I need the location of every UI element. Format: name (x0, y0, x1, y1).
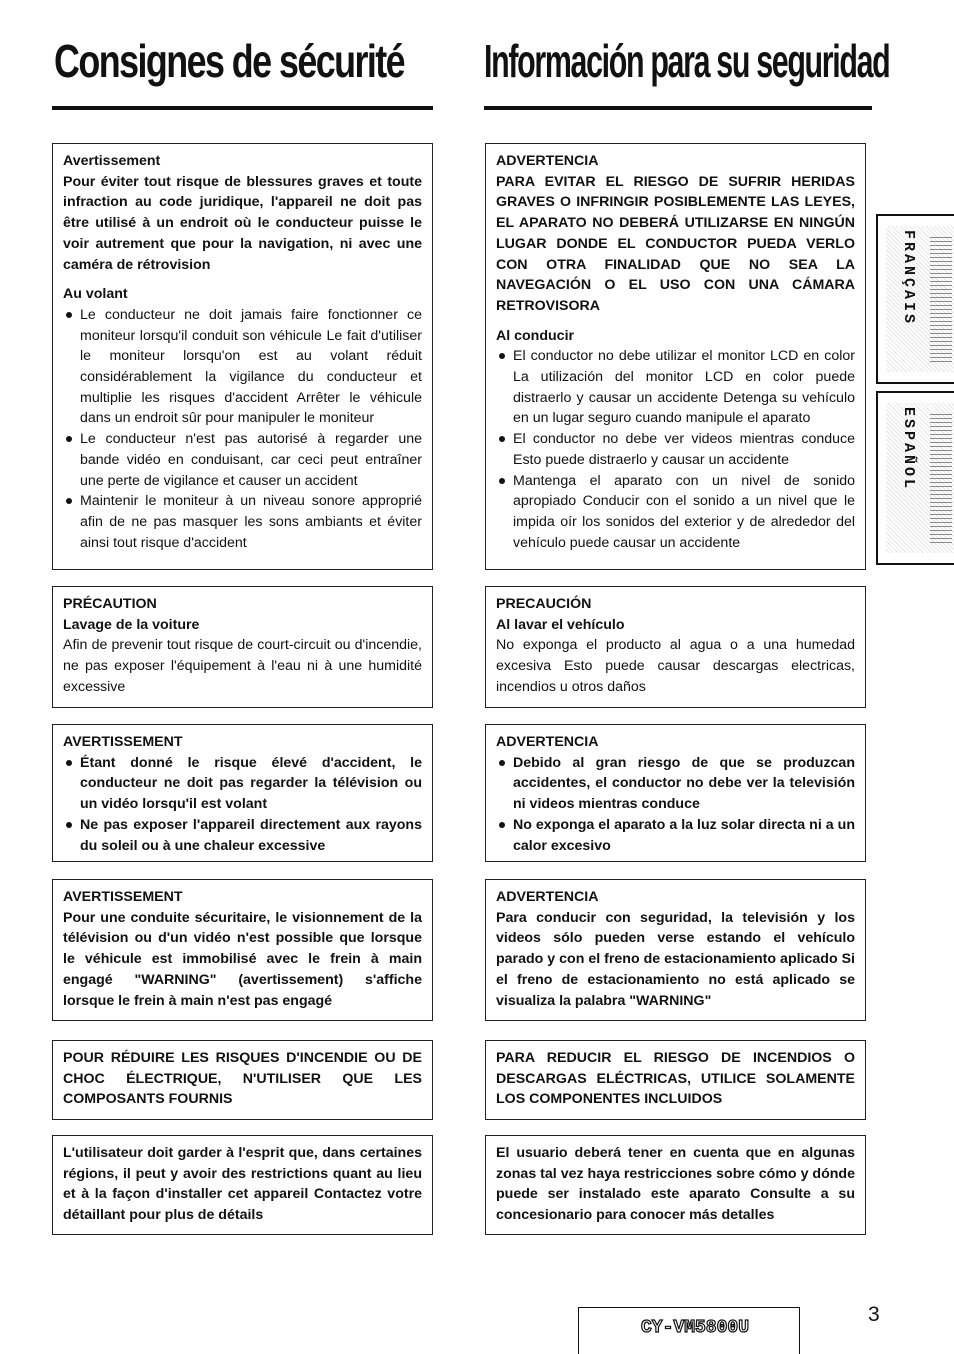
es-box1-list (496, 346, 855, 553)
es-box3-heading: ADVERTENCIA (496, 734, 599, 750)
list-item: No exponga el aparato a la luz solar directa ni a un calor excesivo (496, 815, 855, 856)
es-fire-warning-box (485, 1040, 866, 1120)
es-caution-box (485, 586, 866, 708)
title-rule-french (52, 106, 433, 110)
list-item: El conductor no debe ver videos mientras conduce Esto puede distraerlo y causar un accidente (496, 429, 855, 470)
fr-box5-text: POUR RÉDUIRE LES RISQUES D'INCENDIE OU DE CHOC ÉLECTRIQUE, N'UTILISER QUE LES COMPOSANTS FOURNIS (63, 1050, 422, 1108)
fr-box1-subheading: Au volant (63, 286, 128, 303)
page-title-spanish: Información para su seguridad (484, 35, 890, 87)
fr-box2-heading: PRÉCAUTION (63, 596, 157, 612)
fr-box2-text: Afin de prevenir tout risque de court-circuit ou d'incendie, ne pas exposer l'équipement à l'eau ni à une humidité excessive (63, 637, 422, 695)
tab-label-francais: FRANÇAIS (900, 230, 917, 327)
model-number: CY-VM5800U (641, 1318, 750, 1338)
list-item: Debido al gran riesgo de que se produzcan accidentes, el conductor no debe ver la televisión ni videos mientras conduce (496, 753, 855, 815)
fr-warning-box-3 (52, 724, 433, 862)
es-box3-list (496, 753, 855, 857)
fr-box1-list (63, 305, 422, 553)
list-item: Étant donné le risque élevé d'accident, le conducteur ne doit pas regarder la télévision ou un vidéo lorsqu'il est volant (63, 753, 422, 815)
model-number-box (578, 1307, 800, 1354)
es-warning-box-4 (485, 879, 866, 1021)
tab-speckle (930, 236, 952, 362)
list-item: El conductor no debe utilizar el monitor LCD en color La utilización del monitor LCD en color puede distraerlo y causar un accidente Detenga su vehículo en un lugar seguro cuando manipule el aparato (496, 346, 855, 429)
list-item: Le conducteur n'est pas autorisé à regarder une bande vidéo en conduisant, car ceci peut entraîner une perte de vigilance et causer un accident (63, 429, 422, 491)
es-box1-warning: PARA EVITAR EL RIESGO DE SUFRIR HERIDAS GRAVES O INFRINGIR POSIBLEMENTE LAS LEYES, EL APARATO NO DEBERÁ UTILIZARSE EN NINGÚN LUGAR DONDE EL CONDUCTOR PUEDA VERLO CON OTRA FINALIDAD QUE NO SEA LA NAVEGACIÓN O EL USO CON UNA CÁMARA RETROVISORA (496, 173, 855, 314)
es-box4-text: Para conducir con seguridad, la televisión y los videos sólo pueden verse estando el vehículo parado y con el freno de estacionamiento aplicado Si el freno de estacionamiento no está aplicado se visualiza la palabra "WARNING" (496, 909, 855, 1009)
es-box2-heading: PRECAUCIÓN (496, 596, 592, 612)
page-number: 3 (868, 1303, 880, 1326)
fr-caution-box (52, 586, 433, 708)
language-tab-francais (876, 214, 954, 384)
es-box4-heading: ADVERTENCIA (496, 889, 599, 905)
es-warning-box-3 (485, 724, 866, 862)
es-box6-text: El usuario deberá tener en cuenta que en algunas zonas tal vez haya restricciones sobre cómo y dónde puede ser instalado este aparato Consulte a su concesionario para conocer más detalles (496, 1145, 855, 1224)
fr-warning-box-4 (52, 879, 433, 1021)
fr-fire-warning-box (52, 1040, 433, 1120)
list-item: Ne pas exposer l'appareil directement aux rayons du soleil ou à une chaleur excessive (63, 815, 422, 856)
tab-label-espanol: ESPAÑOL (900, 407, 917, 492)
list-item: Le conducteur ne doit jamais faire fonctionner ce moniteur lorsqu'il conduit son véhicule Le fait d'utiliser le moniteur lorsqu'on est au volant réduit considérablement la vigilance du conducteur et multiplie les risques d'accident Arrêter le véhicule dans un endroit sûr pour manipuler le moniteur (63, 305, 422, 429)
page-title-french: Consignes de sécurité (54, 35, 405, 87)
fr-box6-text: L'utilisateur doit garder à l'esprit que, dans certaines régions, il peut y avoir des restrictions quant au lieu et à la façon d'installer cet appareil Contactez votre détaillant pour plus de détails (63, 1145, 422, 1224)
fr-box1-heading: Avertissement (63, 153, 161, 169)
fr-box3-list (63, 753, 422, 857)
fr-installation-note-box (52, 1135, 433, 1235)
es-box5-text: PARA REDUCIR EL RIESGO DE INCENDIOS O DESCARGAS ELÉCTRICAS, UTILICE SOLAMENTE LOS COMPONENTES INCLUIDOS (496, 1050, 855, 1108)
fr-box3-heading: AVERTISSEMENT (63, 734, 183, 750)
es-box2-text: No exponga el producto al agua o a una humedad excesiva Esto puede causar descargas electricas, incendios u otros daños (496, 637, 855, 695)
es-box1-subheading: Al conducir (496, 327, 575, 344)
fr-box2-subheading: Lavage de la voiture (63, 616, 200, 633)
fr-box4-text: Pour une conduite sécuritaire, le visionnement de la télévision ou d'un vidéo n'est possible que lorsque le véhicule est immobilisé avec le frein à main engagé "WARNING" (avertissement) s'affiche lorsque le frein à main n'est pas engagé (63, 909, 422, 1009)
title-rule-spanish (484, 106, 872, 110)
fr-box4-heading: AVERTISSEMENT (63, 889, 183, 905)
es-box2-subheading: Al lavar el vehículo (496, 616, 625, 633)
es-warning-box-1 (485, 143, 866, 570)
fr-warning-box-1 (52, 143, 433, 570)
list-item: Mantenga el aparato con un nivel de sonido apropiado Conducir con el sonido a un nivel que le impida oír los sonidos del exterior y de alrededor del vehículo puede causar un accidente (496, 471, 855, 554)
language-tab-espanol (876, 391, 954, 565)
es-box1-heading: ADVERTENCIA (496, 153, 599, 169)
tab-speckle (930, 413, 952, 543)
fr-box1-warning: Pour éviter tout risque de blessures graves et toute infraction au code juridique, l'appareil ne doit pas être utilisé à un endroit où le conducteur puisse le voir autrement que pour la navigation, ni avec une caméra de rétrovision (63, 173, 422, 273)
list-item: Maintenir le moniteur à un niveau sonore approprié afin de ne pas masquer les sons ambiants et éviter ainsi tout risque d'accident (63, 491, 422, 553)
es-installation-note-box (485, 1135, 866, 1235)
